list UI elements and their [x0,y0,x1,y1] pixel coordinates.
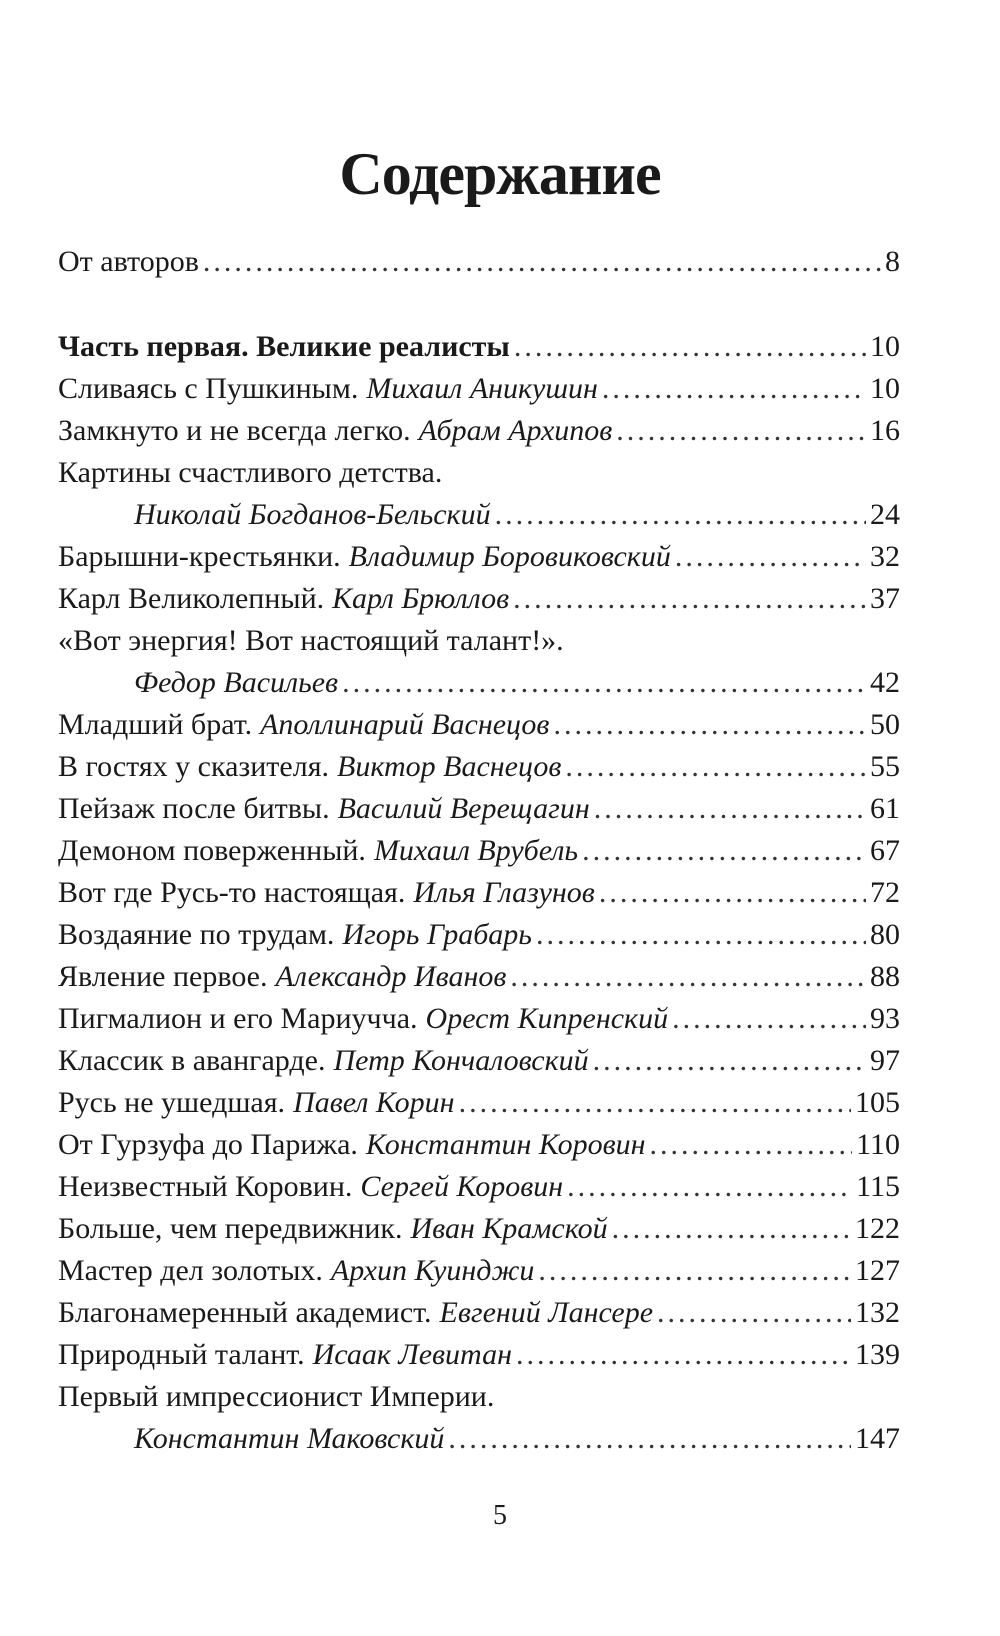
toc-entry-author: Павел Корин [293,1086,455,1119]
toc-entry[interactable] [58,409,900,453]
leader-dots [602,367,866,411]
toc-entry-title: От авторов [58,245,199,278]
leader-dots [514,325,866,369]
toc-entry[interactable] [58,451,900,495]
toc-entry[interactable] [58,913,900,957]
toc-entry[interactable] [58,787,900,831]
toc-entry[interactable] [58,1039,900,1083]
page-number: 5 [493,1500,507,1531]
toc-entry[interactable] [58,577,900,621]
toc-entry-title: Замкнуто и не всегда легко. [58,414,411,447]
leader-dots [593,1039,866,1083]
toc-entry-author: Евгений Лансере [439,1296,654,1329]
toc-entry-author: Владимир Боровиковский [348,540,671,573]
leader-dots [675,535,866,579]
toc-entry-author: Петр Кончаловский [333,1044,589,1077]
toc-entry-title: Явление первое. [58,960,268,993]
leader-dots [553,703,866,747]
toc-entry-author: Карл Брюллов [332,582,510,615]
leader-dots [567,1165,852,1209]
toc-entry[interactable] [58,1081,900,1125]
leader-dots [599,871,866,915]
toc-entry-title: Пейзаж после битвы. [58,792,330,825]
toc-entry[interactable] [58,745,900,789]
toc-entry-author: Орест Кипренский [425,1002,669,1035]
toc-entry-continuation[interactable] [58,493,900,537]
leader-dots [594,787,866,831]
toc-entry-page: 97 [870,1044,900,1077]
toc-entry[interactable] [58,1249,900,1293]
toc-entry[interactable] [58,1291,900,1335]
leader-dots [612,1207,851,1251]
toc-entry[interactable] [58,1333,900,1377]
leader-dots [495,493,866,537]
toc-entry-title: От Гурзуфа до Парижа. [58,1128,358,1161]
leader-dots [672,997,866,1041]
toc-entry-author: Абрам Архипов [418,414,613,447]
toc-entry[interactable] [58,619,900,663]
toc-entry-title: Первый импрессионист Империи. [58,1380,495,1413]
toc-entry-author: Илья Глазунов [413,876,595,909]
toc-entry-author: Федор Васильев [134,666,339,699]
toc-entry[interactable] [58,1165,900,1209]
toc-entry-title: Природный талант. [58,1338,305,1371]
leader-dots [448,1417,851,1461]
toc-entry-from-authors[interactable] [58,240,900,284]
toc-entry-page: 67 [870,834,900,867]
page-title: Содержание [339,141,661,207]
toc-entry-author: Исаак Левитан [312,1338,512,1371]
toc-entry-title: Вот где Русь-то настоящая. [58,876,406,909]
toc-entry-page: 132 [855,1296,900,1329]
leader-dots [616,409,866,453]
toc-entry[interactable] [58,367,900,411]
toc-entry-page: 55 [870,750,900,783]
toc-entry[interactable] [58,955,900,999]
toc-entry-author: Иван Крамской [410,1212,608,1245]
leader-dots [203,240,881,284]
toc-entry-page: 80 [870,918,900,951]
toc-entry-title: Карл Великолепный. [58,582,325,615]
toc-entry[interactable] [58,871,900,915]
toc-entry-title: Барышни-крестьянки. [58,540,341,573]
toc-entry-title: «Вот энергия! Вот настоящий талант!». [58,624,564,657]
toc-entry[interactable] [58,1123,900,1167]
toc-entry-page: 8 [885,245,900,278]
toc-entry-title: Русь не ушедшая. [58,1086,286,1119]
toc-entry-page: 88 [870,960,900,993]
toc-entry-page: 105 [855,1086,900,1119]
leader-dots [536,913,866,957]
toc-entry-author: Михаил Врубель [373,834,579,867]
toc-entry-title: Младший брат. [58,708,253,741]
leader-dots [516,1333,851,1377]
toc-entry-page: 24 [870,498,900,531]
toc-entry-title: Больше, чем передвижник. [58,1212,403,1245]
toc-entry-title: Воздаяние по трудам. [58,918,335,951]
toc-entry[interactable] [58,997,900,1041]
toc-entry-author: Михаил Аникушин [366,372,598,405]
toc-entry-author: Николай Богданов-Бельский [134,498,491,531]
toc-entry-page: 139 [855,1338,900,1371]
toc-entry-page: 61 [870,792,900,825]
leader-dots [657,1291,851,1335]
toc-entry-title: Демоном поверженный. [58,834,366,867]
toc-section-title: Часть первая. Великие реалисты [58,330,510,363]
toc-entry-author: Василий Верещагин [337,792,590,825]
toc-entry-page: 93 [870,1002,900,1035]
leader-dots [565,745,866,789]
toc-entry-continuation[interactable] [58,1417,900,1461]
toc-entry[interactable] [58,535,900,579]
leader-dots [513,577,866,621]
toc-entry-page: 127 [855,1254,900,1287]
toc-entry-page: 37 [870,582,900,615]
toc-entry-page: 10 [870,330,900,363]
toc-entry-title: Пигмалион и его Мариучча. [58,1002,418,1035]
leader-dots [342,661,866,705]
toc-entry-title: Сливаясь с Пушкиным. [58,372,359,405]
toc-entry-author: Аполлинарий Васнецов [260,708,550,741]
toc-entry-title: Классик в авангарде. [58,1044,326,1077]
toc-entry-author: Игорь Грабарь [342,918,532,951]
toc-entry-title: Благонамеренный академист. [58,1296,432,1329]
toc-entry-page: 72 [870,876,900,909]
toc-entry-title: Неизвестный Коровин. [58,1170,353,1203]
toc-entry-author: Александр Иванов [275,960,507,993]
toc-entry-page: 50 [870,708,900,741]
toc-entry-page: 32 [870,540,900,573]
toc-section-part-one[interactable] [58,325,900,369]
toc-entry-author: Константин Маковский [134,1422,445,1455]
toc-entry-page: 42 [870,666,900,699]
toc-entry-page: 16 [870,414,900,447]
toc-entry-title: Картины счастливого детства. [58,456,443,489]
toc-entry-page: 115 [856,1170,900,1203]
toc-entry-page: 122 [855,1212,900,1245]
toc-entry[interactable] [58,703,900,747]
leader-dots [459,1081,851,1125]
toc-entry-author: Константин Коровин [365,1128,646,1161]
toc-entry-author: Архип Куинджи [330,1254,535,1287]
toc-entry[interactable] [58,1207,900,1251]
leader-dots [538,1249,851,1293]
toc-entry-title: В гостях у сказителя. [58,750,329,783]
leader-dots [510,955,866,999]
toc-entry-page: 147 [855,1422,900,1455]
toc-entry[interactable] [58,1375,900,1419]
leader-dots [650,1123,853,1167]
toc-entry-continuation[interactable] [58,661,900,705]
toc-entry-page: 10 [870,372,900,405]
toc-entry-author: Сергей Коровин [360,1170,564,1203]
toc-entry-title: Мастер дел золотых. [58,1254,323,1287]
leader-dots [582,829,866,873]
toc-entry-author: Виктор Васнецов [337,750,562,783]
toc-entry-page: 110 [856,1128,900,1161]
toc-entry[interactable] [58,829,900,873]
